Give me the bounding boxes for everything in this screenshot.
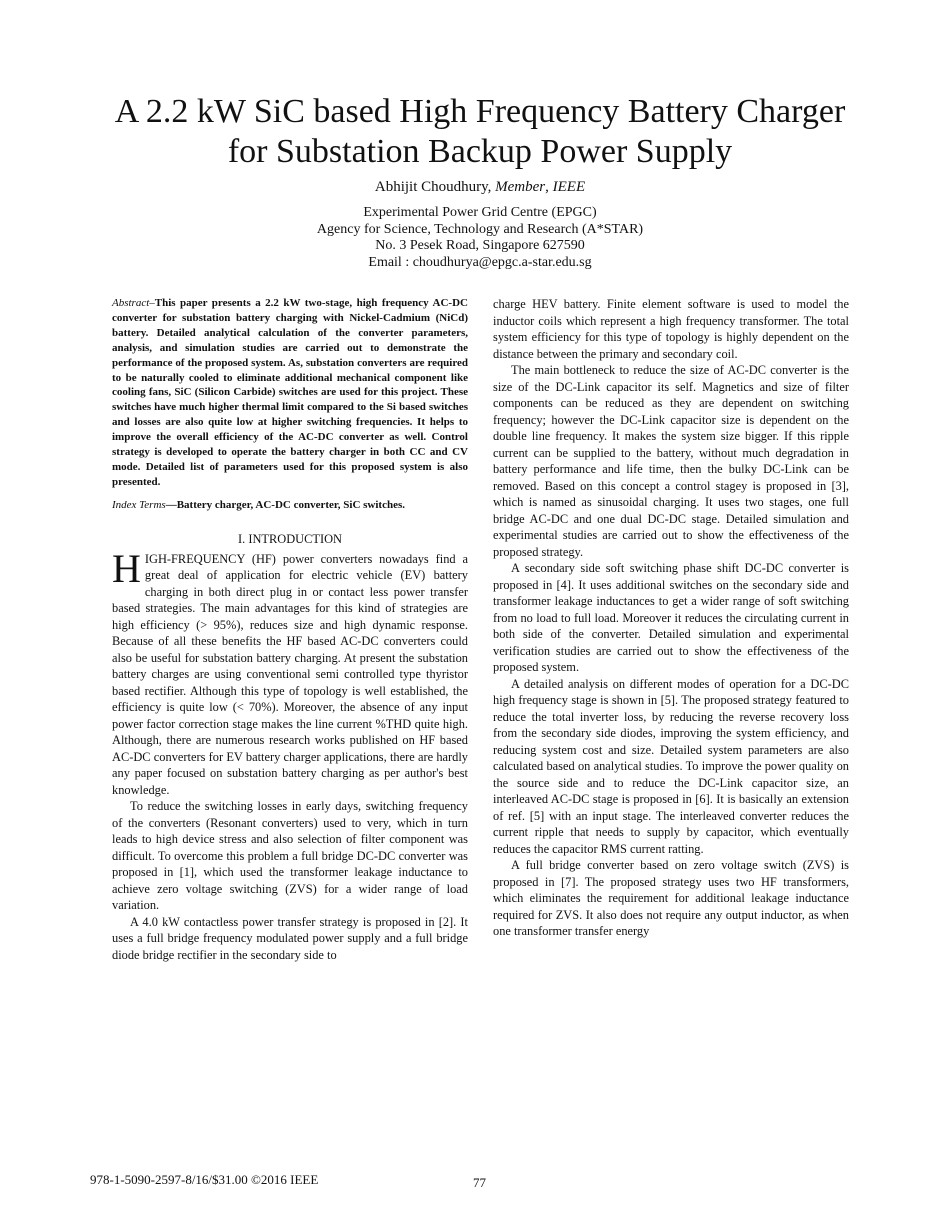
intro-paragraph-2: To reduce the switching losses in early days, switching frequency of the converters (Resonant converters) used to very, which in turn leads to high device stress and also selection of filter component was difficult. To overcome this problem a full bridge DC-DC converter was proposed in [1], which used the transformer leakage inductance to achieve zero voltage switching (ZVS) for a wider range of load variation. — [112, 799, 468, 913]
right-paragraph-2: The main bottleneck to reduce the size of AC-DC converter is the size of the DC-Link capacitor its self. Magnetics and size of filter components can be reduced as they are dependent on switching frequency; however the DC-Link capacitor size is dependent on the double line frequency. It makes the system size bigger. If this ripple current can be supplied to the battery, without much degradation in battery performance and life time, then the bulky DC-Link can be removed. Based on this concept a control stagey is proposed in [3], which is named as sinusoidal charging. It uses two stages, one full bridge AC-DC and one dual DC-DC stage. Detailed simulation and experimental studies are carried out to show the effectiveness of the proposed strategy. — [493, 363, 849, 559]
right-paragraph-4: A detailed analysis on different modes of operation for a DC-DC high frequency stage is shown in [5]. The proposed strategy featured to reduce the total inverter loss, by reducing the reverse recovery loss from the secondary side diodes, improving the system efficiency, and reducing system cost and size. Detailed system parameters are also calculated based on analytical studies. To improve the power quality on the source side and to reduce the DC-Link capacitor size, an interleaved AC-DC stage is proposed in [6]. It is basically an extension of ref. [5] with an input stage. The interleaved converter reduces the current ripple that needs to supply by capacitor, which eventually reduces the capacitor RMS current ratting. — [493, 676, 849, 856]
title-line-2: for Substation Backup Power Supply — [227, 133, 733, 170]
right-paragraph-3: A secondary side soft switching phase shift DC-DC converter is proposed in [4]. It uses additional switches on the secondary side and transformer leakage inductances to get a wider range of soft switching from no load to full load. Moreover it reduces the circulating current in both side of the converter. Detailed simulation and experimental verification studies are carried out to show the effectiveness of the proposed system. — [493, 561, 849, 674]
index-terms-text: —Battery charger, AC-DC converter, SiC switches. — [165, 498, 405, 511]
right-paragraph-5: A full bridge converter based on zero voltage switch (ZVS) is proposed in [7]. The proposed strategy uses two HF transformers, which eliminates the requirement for additional leakage inductance required for ZVS. It also does not require any output inductor, as when one transformer transfer energy — [493, 858, 849, 938]
index-terms-label: Index Terms — [112, 498, 166, 511]
footer-copyright: 978-1-5090-2597-8/16/$31.00 ©2016 IEEE — [90, 1172, 319, 1187]
affiliation-block — [60, 205, 900, 271]
affiliation-line: Agency for Science, Technology and Research (A*STAR) — [316, 221, 644, 237]
intro-paragraph-1-text: IGH-FREQUENCY (HF) power converters nowadays find a great deal of application for electric vehicle (EV) battery charging in both direct plug in or contact less power transfer based strategies. The main advantages for this kind of strategies are high efficiency (> 95%), reduces size and high dynamic response. Because of all these benefits the HF based AC-DC converters could also be useful for substation battery charging. At present the substation battery charges are using conventional semi controlled type thyristor based rectifier. Although this type of topology is well established, the efficiency is quite low (< 70%). Moreover, the absence of any input power factor correction stage makes the line current %THD quite high. Although, there are numerous research works published on HF based AC-DC converters for EV battery charger applications, there are hardly any paper focused on substation battery charging as per author's best knowledge. — [112, 551, 468, 797]
intro-paragraph-1 — [112, 545, 468, 799]
intro-paragraph-3: A 4.0 kW contactless power transfer strategy is proposed in [2]. It uses a full bridge frequency modulated power supply and a full bridge diode bridge rectifier in the secondary side to — [112, 914, 468, 962]
right-paragraph-1: charge HEV battery. Finite element software is used to model the inductor coils which represent a high frequency transformer. The total system efficiency for this type of topology is highly dependent on the distance between the primary and secondary coil. — [493, 297, 849, 361]
left-column — [112, 296, 468, 963]
section-heading-introduction: I. INTRODUCTION — [238, 531, 342, 546]
abstract-text: This paper presents a 2.2 kW two-stage, high frequency AC-DC converter for substation battery charging with Nickel-Cadmium (NiCd) battery. Detailed analytical calculation of the converter parameters, analysis, and simulation studies are carried out to demonstrate the performance of the proposed system. As, substation converters are required to be naturally cooled to eliminate additional mechanical component like cooling fans, SiC (Silicon Carbide) switches are used for this project. These switches have much higher thermal limit compared to the Si based switches and losses are also quite low at higher switching frequencies. It helps to improve the overall efficiency of the AC-DC converter as well. Control strategy is developed to operate the battery charger in both CC and CV mode. Detailed list of parameters used for this proposed system is also presented. — [112, 297, 468, 488]
author-sep: , — [545, 179, 553, 195]
author-line — [60, 178, 900, 196]
right-column — [493, 296, 849, 940]
page-number: 77 — [473, 1175, 486, 1190]
affiliation-email[interactable]: Email : choudhurya@epgc.a-star.edu.sg — [368, 254, 592, 270]
author-member: Member — [495, 179, 546, 195]
affiliation-line: Experimental Power Grid Centre (EPGC) — [363, 205, 597, 220]
abstract-label: Abstract– — [112, 297, 155, 309]
author-name: Abhijit Choudhury, — [374, 179, 496, 195]
author-ieee: IEEE — [552, 179, 586, 195]
drop-cap: H — [112, 545, 141, 591]
abstract — [112, 296, 468, 490]
paper-title — [60, 92, 900, 172]
affiliation-line: No. 3 Pesek Road, Singapore 627590 — [375, 238, 585, 253]
title-line-1: A 2.2 kW SiC based High Frequency Battery Charger — [114, 93, 846, 130]
index-terms — [112, 498, 468, 513]
